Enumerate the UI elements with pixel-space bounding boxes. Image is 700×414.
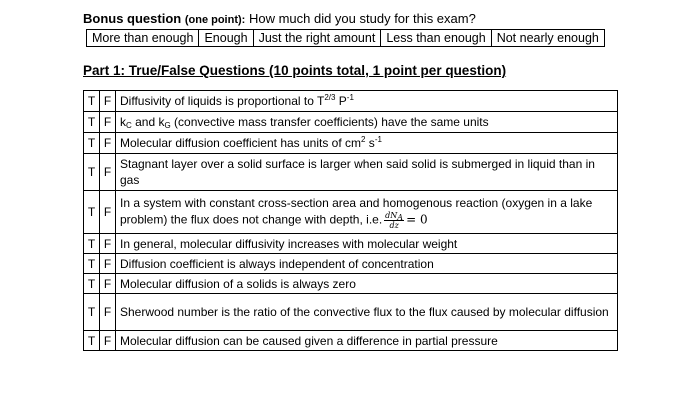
q1-exp1: 2/3	[324, 93, 336, 102]
true-option[interactable]: T	[84, 294, 100, 331]
true-option[interactable]: T	[84, 254, 100, 274]
q2-rest: (convective mass transfer coefficients) have the same units	[170, 115, 489, 129]
question-row	[84, 274, 618, 294]
false-option[interactable]: F	[100, 274, 116, 294]
question-text: Sherwood number is the ratio of the convective flux to the flux caused by molecular diffusion	[116, 294, 618, 331]
q5-equals-zero: = 0	[406, 212, 428, 227]
true-false-table	[83, 90, 618, 351]
flux-derivative-fraction	[384, 211, 404, 230]
false-option[interactable]: F	[100, 154, 116, 191]
question-text	[116, 133, 618, 154]
bonus-option[interactable]: Enough	[199, 30, 253, 47]
true-option[interactable]: T	[84, 191, 100, 234]
true-option[interactable]: T	[84, 234, 100, 254]
fraction-numerator	[384, 211, 404, 221]
q5-num-sub: A	[397, 212, 404, 222]
q5-num: dN	[385, 210, 398, 220]
question-row	[84, 331, 618, 351]
false-option[interactable]: F	[100, 331, 116, 351]
q1-exp2: -1	[346, 93, 354, 102]
true-option[interactable]: T	[84, 331, 100, 351]
q3-text: Molecular diffusion coefficient has units of cm	[120, 136, 362, 150]
q3-exp1: 2	[361, 135, 366, 144]
bonus-points: (one point):	[184, 14, 246, 26]
bonus-option[interactable]: More than enough	[87, 30, 199, 47]
bonus-options-table	[86, 29, 605, 47]
false-option[interactable]: F	[100, 91, 116, 112]
false-option[interactable]: F	[100, 112, 116, 133]
false-option[interactable]: F	[100, 191, 116, 234]
false-option[interactable]: F	[100, 234, 116, 254]
q2-k1: k	[120, 115, 126, 129]
question-text: Molecular diffusion of a solids is always zero	[116, 274, 618, 294]
question-text: Stagnant layer over a solid surface is larger when said solid is submerged in liquid than in gas	[116, 154, 618, 191]
question-text	[116, 91, 618, 112]
bonus-option[interactable]: Less than enough	[381, 30, 491, 47]
question-row	[84, 191, 618, 234]
q2-s2: G	[164, 121, 171, 130]
question-row	[84, 294, 618, 331]
bonus-label: Bonus question	[83, 11, 182, 26]
question-row	[84, 133, 618, 154]
question-row	[84, 154, 618, 191]
part1-title: Part 1: True/False Questions (10 points total, 1 point per question)	[83, 63, 507, 78]
q2-and: and k	[131, 115, 165, 129]
bonus-option[interactable]: Just the right amount	[253, 30, 381, 47]
true-option[interactable]: T	[84, 274, 100, 294]
q3-exp2: -1	[374, 135, 382, 144]
q1-text: Diffusivity of liquids is proportional to T	[120, 94, 325, 108]
fraction-denominator: dz	[389, 220, 399, 230]
question-row	[84, 254, 618, 274]
question-row	[84, 91, 618, 112]
question-row	[84, 112, 618, 133]
question-row	[84, 234, 618, 254]
bonus-question	[83, 11, 476, 26]
q3-s: s	[365, 136, 375, 150]
true-option[interactable]: T	[84, 112, 100, 133]
bonus-question-text: How much did you study for this exam?	[248, 11, 476, 26]
false-option[interactable]: F	[100, 294, 116, 331]
false-option[interactable]: F	[100, 133, 116, 154]
question-text: Diffusion coefficient is always independent of concentration	[116, 254, 618, 274]
q2-s1: C	[126, 121, 132, 130]
question-text	[116, 112, 618, 133]
true-option[interactable]: T	[84, 133, 100, 154]
bonus-options-row	[87, 30, 605, 47]
q1-p: P	[335, 94, 347, 108]
question-text	[116, 191, 618, 234]
false-option[interactable]: F	[100, 254, 116, 274]
true-option[interactable]: T	[84, 91, 100, 112]
true-option[interactable]: T	[84, 154, 100, 191]
question-text: Molecular diffusion can be caused given a difference in partial pressure	[116, 331, 618, 351]
bonus-option[interactable]: Not nearly enough	[491, 30, 604, 47]
question-text: In general, molecular diffusivity increases with molecular weight	[116, 234, 618, 254]
q5-text: In a system with constant cross-section area and homogenous reaction (oxygen in a lake problem) the flux does not change with depth, i.e.	[120, 195, 593, 227]
